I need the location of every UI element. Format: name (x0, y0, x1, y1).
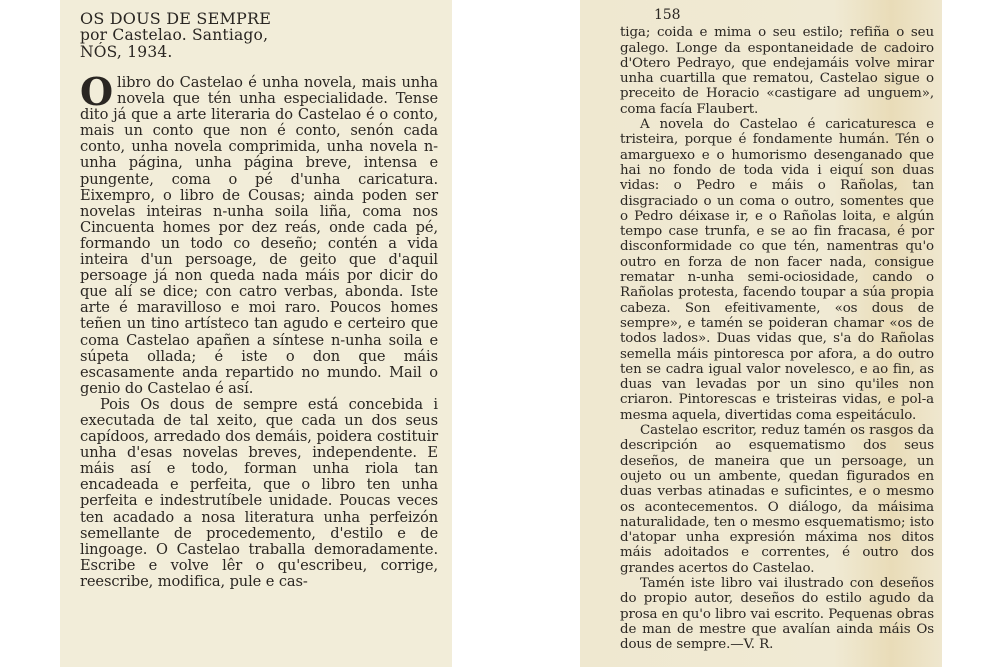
paragraph (80, 69, 438, 397)
left-page-clipping (60, 0, 452, 667)
paragraph: Tamén iste libro vai ilustrado con deseños do propio autor, deseños do estilo agudo da prosa en qu'o libro vai escrito. Pequenas obras de man de mestre que avalían ainda máis Os dous de sempre.—V. R. (620, 575, 934, 653)
paragraph: Castelao escritor, reduz tamén os rasgos da descripción ao esquematismo dos seus deseños, de maneira que un persoage, un oujeto ou un ambente, quedan figurados en duas verbas atinadas e suficintes, e o mesmo os acontecementos. O diálogo, da máisima naturalidade, ten o mesmo esquematismo; isto d'atopar unha expresión máxima nos ditos máis adoitados e correntes, é outro dos grandes acertos do Castelao. (620, 423, 934, 576)
right-page-clipping (580, 0, 942, 667)
page-number: 158 (654, 7, 681, 23)
review-title: OS DOUS DE SEMPRE (80, 9, 272, 28)
paragraph: tiga; coida e mima o seu estilo; refiña o seu galego. Longe da espontaneidade de cadoiro d'Otero Pedrayo, que endejamáis volve mirar unha cuartilla que rematou, Castelao sigue o preceito de Horacio «castigare ad unguem», coma facía Flaubert. (620, 25, 934, 117)
right-column-text (620, 8, 934, 652)
review-publisher: NÓS, 1934. (80, 43, 173, 61)
left-column-text (80, 10, 438, 590)
paragraph: Pois Os dous de sempre está concebida i executada de tal xeito, que cada un dos seus capídoos, arredado dos demáis, poidera costituir unha d'esas novelas breves, independente. E máis así e todo, forman unha riola tan encadeada e perfeita, que o libro ten unha perfeita e indestrutíbele unidade. Poucas veces ten acadado a nosa literatura unha perfeizón semellante de procedemento, d'estilo e de lingoage. O Castelao traballa demoradamente. Escribe e volve lêr o qu'escribeu, corrige, reescribe, modifica, pule e cas- (80, 395, 438, 590)
review-byline: por Castelao. Santiago, (80, 26, 269, 44)
drop-cap: O (80, 69, 114, 114)
paragraph-text: libro do Castelao é unha novela, mais unha novela que tén unha especialidade. Tense dito já que a arte literaria do Castelao é o conto, mais un conto que non é conto, senón cada conto, unha novela comprimida, unha novela n-unha página, unha página breve, intensa e pungente, coma o pé d'unha caricatura. Eixempro, o libro de Cousas; ainda poden ser novelas inteiras n-unha soila liña, coma nos Cincuenta homes por dez reás, onde cada pé, formando un todo co deseño; contén a vida inteira d'un persoage, de geito que d'aquil persoage já non queda nada máis por dicir do que alí se dice; con catro verbas, abonda. Iste arte é maravilloso e moi raro. Poucos homes teñen un tino artísteco tan agudo e certeiro que coma Castelao apañen a síntese n-unha soila e súpeta ollada; é iste o don que máis escasamente anda repartido no mundo. Mail o genio do Castelao é así. (80, 74, 438, 397)
paragraph: A novela do Castelao é caricaturesca e tristeira, porque é fondamente humán. Tén o amarguexo e o humorismo desenganado que hai no fondo de toda vida i eiquí son duas vidas: o Pedro e máis o Rañolas, tan disgraciado o un coma o outro, somentes que o Pedro déixase ir, e o Rañolas loita, e algún tempo case trunfa, e se ao fin fracasa, é por disconformidade co que tén, namentras qu'o outro en forza de non facer nada, consigue rematar n-unha semi-ociosidade, cando o Rañolas protesta, facendo toupar a súa propia cabeza. Son efeitivamente, «os dous de sempre», e tamén se poideran chamar «os de todos lados». Duas vidas que, s'a do Rañolas semella máis pintoresca por afora, a do outro ten se cadra igual valor novelesco, e ao fin, as duas van levadas por un sino qu'iles non criaron. Pintorescas e tristeiras vidas, e pol-a mesma aquela, divertidas coma espeitáculo. (620, 117, 934, 423)
